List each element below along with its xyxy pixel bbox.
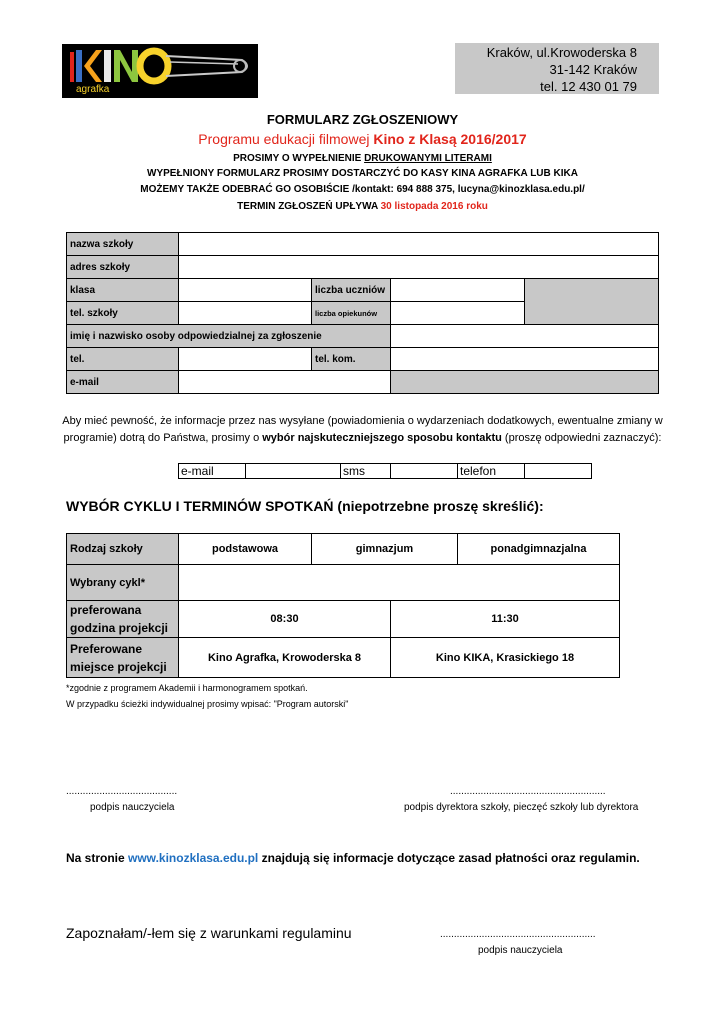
program-title [0, 131, 725, 147]
contact-sms-label: sms [340, 463, 391, 479]
website-prefix: Na stronie [66, 851, 129, 865]
website-link[interactable]: www.kinozklasa.edu.pl [128, 851, 259, 865]
deadline-line [0, 201, 725, 212]
students-field[interactable] [390, 278, 525, 302]
website-info [66, 851, 640, 865]
kino-agrafka-logo [62, 44, 258, 98]
cycle-section-title: WYBÓR CYKLU I TERMINÓW SPOTKAŃ (niepotrzebne proszę skreślić): [66, 498, 544, 514]
gray-filler-cell [524, 278, 659, 325]
instruction-line [0, 153, 725, 164]
contact-sms-checkbox[interactable] [390, 463, 458, 479]
guardians-label: liczba opiekunów [311, 301, 391, 325]
teacher-signature-line: ........................................ [66, 786, 178, 797]
deadline-date: 30 listopada 2016 roku [380, 201, 488, 212]
place-option-kika[interactable]: Kino KIKA, Krasickiego 18 [390, 637, 620, 678]
terms-signature-line: ........................................................ [440, 929, 596, 940]
school-phone-label: tel. szkoły [66, 301, 179, 325]
responsible-person-label: imię i nazwisko osoby odpowiedzialnej za zgłoszenie [66, 324, 391, 348]
phone-field[interactable] [178, 347, 312, 371]
students-label: liczba uczniów [311, 278, 391, 302]
mobile-field[interactable] [390, 347, 659, 371]
school-address-field[interactable] [178, 255, 659, 279]
address-line: Kraków, ul.Krowoderska 8 [486, 45, 637, 60]
email-label: e-mail [66, 370, 179, 394]
delivery-line: WYPEŁNIONY FORMULARZ PROSIMY DOSTARCZYĆ DO KASY KINA AGRAFKA LUB KIKA [147, 168, 578, 179]
hour-label: preferowana godzina projekcji [66, 600, 179, 638]
class-label: klasa [66, 278, 179, 302]
school-phone-field[interactable] [178, 301, 312, 325]
note-bold: wybór najskuteczniejszego sposobu kontaktu [262, 432, 502, 444]
mobile-label: tel. kom. [311, 347, 391, 371]
pickup-line: MOŻEMY TAKŻE ODEBRAĆ GO OSOBIŚCIE /kontakt: 694 888 375, lucyna@kinozklasa.edu.pl/ [140, 184, 585, 195]
footnote-individual: W przypadku ścieżki indywidualnej prosimy wpisać: "Program autorski" [66, 699, 349, 709]
program-prefix: Programu edukacji filmowej [198, 131, 374, 147]
responsible-person-field[interactable] [390, 324, 659, 348]
address-line: 31-142 Kraków [549, 62, 637, 77]
school-name-label: nazwa szkoły [66, 232, 179, 256]
school-name-field[interactable] [178, 232, 659, 256]
class-field[interactable] [178, 278, 312, 302]
instruction-prefix: PROSIMY O WYPEŁNIENIE [233, 153, 365, 164]
program-name: Kino z Klasą 2016/2017 [373, 131, 527, 147]
contact-email-checkbox[interactable] [245, 463, 341, 479]
logo-subtext: agrafka [76, 84, 110, 95]
note-text-end: (proszę odpowiedni zaznaczyć): [501, 432, 662, 444]
note-text: Aby mieć pewność, że informacje przez nas wysyłane (powiadomienia o wydarzeniach dodatkowych, ewentualne zmiany w programie) dotrą do Państwa, prosimy o [62, 415, 663, 444]
gray-filler-cell [390, 370, 659, 394]
contact-note [60, 413, 665, 447]
place-label: Preferowane miejsce projekcji [66, 637, 179, 678]
selected-cycle-label: Wybrany cykl* [66, 564, 179, 601]
address-line: tel. 12 430 01 79 [540, 79, 637, 94]
guardians-field[interactable] [390, 301, 525, 325]
email-field[interactable] [178, 370, 391, 394]
director-signature-line: ........................................................ [450, 786, 606, 797]
terms-signature-label: podpis nauczyciela [478, 945, 563, 956]
terms-acceptance: Zapoznałam/-łem się z warunkami regulaminu [66, 925, 352, 941]
address-box [455, 43, 659, 94]
school-address-label: adres szkoły [66, 255, 179, 279]
phone-label: tel. [66, 347, 179, 371]
hour-option-1130[interactable]: 11:30 [390, 600, 620, 638]
contact-phone-checkbox[interactable] [524, 463, 592, 479]
hour-option-0830[interactable]: 08:30 [178, 600, 391, 638]
form-title: FORMULARZ ZGŁOSZENIOWY [266, 112, 459, 127]
instruction-underlined: DRUKOWANYMI LITERAMI [364, 153, 492, 164]
director-signature-label: podpis dyrektora szkoły, pieczęć szkoły lub dyrektora [404, 802, 639, 813]
selected-cycle-field[interactable] [178, 564, 620, 601]
school-type-secondary[interactable]: ponadgimnazjalna [457, 533, 620, 565]
school-type-primary[interactable]: podstawowa [178, 533, 312, 565]
contact-phone-label: telefon [457, 463, 525, 479]
school-type-label: Rodzaj szkoły [66, 533, 179, 565]
school-type-gymnasium[interactable]: gimnazjum [311, 533, 458, 565]
deadline-prefix: TERMIN ZGŁOSZEŃ UPŁYWA [237, 201, 381, 212]
website-suffix: znajdują się informacje dotyczące zasad płatności oraz regulamin. [258, 851, 640, 865]
contact-email-label: e-mail [178, 463, 246, 479]
footnote-cycle: *zgodnie z programem Akademii i harmonogramem spotkań. [66, 683, 308, 693]
teacher-signature-label: podpis nauczyciela [90, 802, 175, 813]
place-option-agrafka[interactable]: Kino Agrafka, Krowoderska 8 [178, 637, 391, 678]
